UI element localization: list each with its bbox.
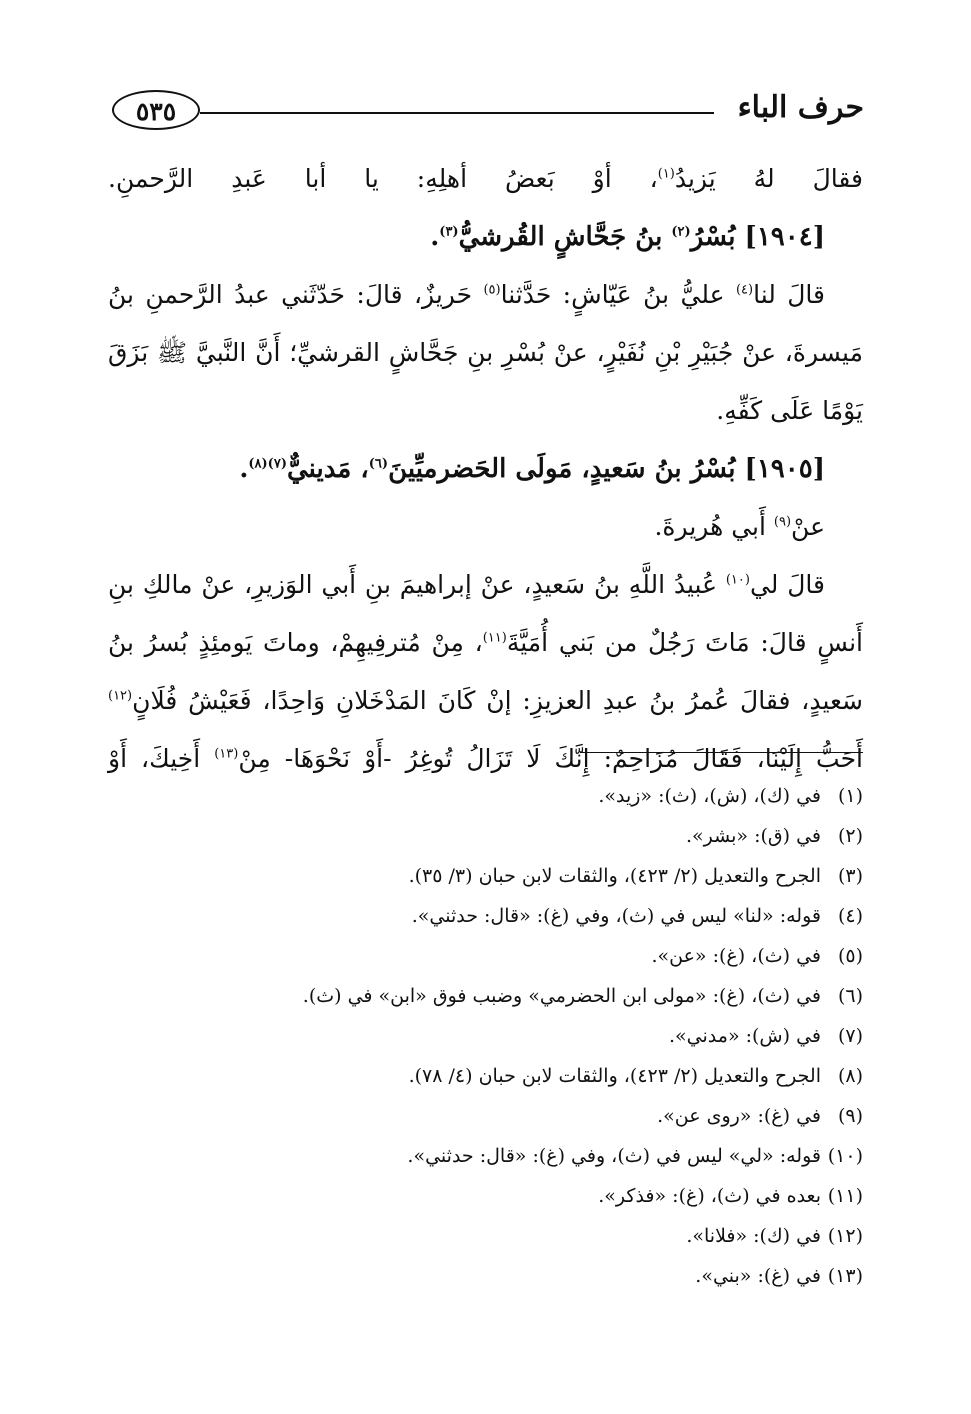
entry-title-text: [١٩٠٥] بُسْرُ بنُ سَعيدٍ، مَولَى الحَضرميِّينَ: [388, 454, 825, 484]
text-line-8: [108, 556, 863, 614]
entry-heading-1905: [108, 440, 863, 498]
footnote-reference: (١٣): [214, 746, 239, 762]
footnote-reference: (١١): [482, 630, 507, 646]
footnotes: [203, 776, 863, 1296]
footnote: [203, 1056, 863, 1096]
footnote-number: (٦): [837, 985, 863, 1007]
footnote-reference: (١٢): [108, 688, 133, 704]
footnote-text: في (ق): «بشر».: [686, 825, 821, 847]
text-line-10: [108, 672, 863, 730]
footnote: [203, 816, 863, 856]
text-segment: أَخِيكَ، أَوْ: [108, 744, 215, 773]
footnote-text: في (ث)، (غ): «عن».: [651, 945, 821, 967]
header-rule: [200, 112, 714, 114]
footnote-text: قوله: «لنا» ليس في (ث)، وفي (غ): «قال: حدثني».: [411, 905, 821, 927]
footnote-number: (١): [837, 785, 863, 807]
footnote-number: (٨): [837, 1065, 863, 1087]
footnote: [203, 976, 863, 1016]
text-segment: أَبي هُريرةَ.: [654, 512, 774, 541]
footnote: [203, 896, 863, 936]
footnote-reference: (١): [657, 166, 675, 182]
text-line-4: [108, 324, 863, 382]
footnote-reference: (٩): [773, 514, 792, 530]
footnote-separator: [581, 752, 863, 753]
footnote-reference: (١٠): [725, 572, 750, 588]
entry-title-text: [١٩٠٤] بُسْرُ: [690, 222, 825, 252]
footnote-text: في (غ): «روى عن».: [657, 1105, 821, 1127]
text-segment: عليُّ بنُ عَيّاشٍ: حَدَّثنا: [500, 280, 736, 309]
footnote-text: في (غ): «بني».: [695, 1265, 821, 1287]
footnote-text: بعده في (ث)، (غ): «فذكر».: [598, 1185, 821, 1207]
text-segment: مَيسرةَ، عنْ جُبَيْرِ بْنِ نُفَيْرٍ، عنْ بُسْرِ بنِ جَحَّاشٍ القرشيِّ؛ أَنَّ النَّبيَّ ﷺ بَزَقَ: [108, 338, 863, 367]
footnote-number: (٥): [837, 945, 863, 967]
footnote-reference: (٤): [735, 282, 754, 298]
text-segment: عنْ: [791, 512, 825, 541]
text-segment: ، مِنْ مُترفِيهِمْ، وماتَ يَومئِذٍ بُسرُ بنُ: [108, 628, 483, 657]
footnote-number: (١١): [827, 1185, 863, 1207]
footnote-reference: (٣): [439, 224, 459, 240]
text-segment: .: [239, 454, 249, 484]
footnote-number: (١٠): [827, 1145, 863, 1167]
footnote-reference: (٧)(٨): [248, 456, 287, 472]
text-segment: أَنسٍ قالَ: مَاتَ رَجُلٌ من بَني أُمَيَّةَ: [506, 628, 863, 657]
page-number: ٥٣٥: [112, 90, 200, 130]
entry-title-text: ، مَدينيٌّ: [286, 454, 369, 484]
footnote: [203, 856, 863, 896]
footnote: [203, 776, 863, 816]
footnote-number: (١٢): [827, 1225, 863, 1247]
footnote-reference: (٥): [483, 282, 501, 298]
footnote: [203, 1096, 863, 1136]
footnote-number: (١٣): [827, 1265, 863, 1287]
text-line-5: [108, 382, 863, 440]
footnote-number: (٢): [837, 825, 863, 847]
footnote-number: (٩): [837, 1105, 863, 1127]
footnote: [203, 1256, 863, 1296]
footnote: [203, 1136, 863, 1176]
footnote: [203, 1016, 863, 1056]
footnote-text: في (ك)، (ش)، (ث): «زيد».: [598, 785, 821, 807]
footnote: [203, 1216, 863, 1256]
text-segment: حَريزٌ، قالَ: حَدّثَني عبدُ الرَّحمنِ بنُ: [108, 280, 484, 309]
text-segment: قالَ لنا: [753, 280, 825, 309]
footnote-reference: (٦): [368, 456, 389, 472]
text-segment: عُبيدُ اللَّهِ بنُ سَعيدٍ، عنْ إبراهيمَ بنِ أَبي الوَزيرِ، عنْ مالكِ بنِ: [108, 570, 726, 599]
entry-title-text: بنُ جَحَّاشٍ القُرشيُّ: [458, 222, 672, 252]
text-line-3: [108, 266, 863, 324]
text-line-9: [108, 614, 863, 672]
text-line-1: [108, 150, 863, 208]
footnote-number: (٣): [837, 865, 863, 887]
footnote-text: في (ك): «فلانا».: [686, 1225, 821, 1247]
main-text: [108, 150, 863, 788]
text-segment: فقالَ لهُ يَزيدُ: [674, 164, 864, 193]
text-segment: .: [430, 222, 440, 252]
text-segment: يَوْمًا عَلَى كَفِّهِ.: [716, 396, 863, 425]
text-segment: أَحَبُّ إِلَيْنَا، فَقَالَ مُزَاحِمٌ: إِنَّكَ لَا تَزَالُ تُوغِرُ -أَوْ نَحْوَهَا- مِنْ: [238, 744, 863, 773]
footnote-text: الجرح والتعديل (٢/ ٤٢٣)، والثقات لابن حبان (٣/ ٣٥).: [408, 865, 821, 887]
footnote-text: في (ش): «مدني».: [669, 1025, 821, 1047]
text-segment: قالَ لي: [749, 570, 825, 599]
footnote-text: الجرح والتعديل (٢/ ٤٢٣)، والثقات لابن حبان (٤/ ٧٨).: [408, 1065, 821, 1087]
footnote-text: في (ث)، (غ): «مولى ابن الحضرمي» وضبب فوق «ابن» في (ث).: [302, 985, 821, 1007]
footnote-text: قوله: «لي» ليس في (ث)، وفي (غ): «قال: حدثني».: [407, 1145, 821, 1167]
entry-heading-1904: [108, 208, 863, 266]
footnote: [203, 936, 863, 976]
text-segment: سَعيدٍ، فقالَ عُمرُ بنُ عبدِ العزيزِ: إنْ كَانَ المَدْخَلانِ وَاحِدًا، فَعَيْشُ فُلَانٍ: [132, 686, 863, 715]
footnote-number: (٧): [837, 1025, 863, 1047]
chapter-title: حرف الباء: [737, 90, 864, 125]
text-segment: ، أوْ بَعضُ أهلِهِ: يا أبا عَبدِ الرَّحمنِ.: [108, 164, 658, 193]
footnote: [203, 1176, 863, 1216]
text-line-7: [108, 498, 863, 556]
footnote-number: (٤): [837, 905, 863, 927]
running-header: [112, 86, 864, 142]
footnote-reference: (٢): [671, 224, 691, 240]
